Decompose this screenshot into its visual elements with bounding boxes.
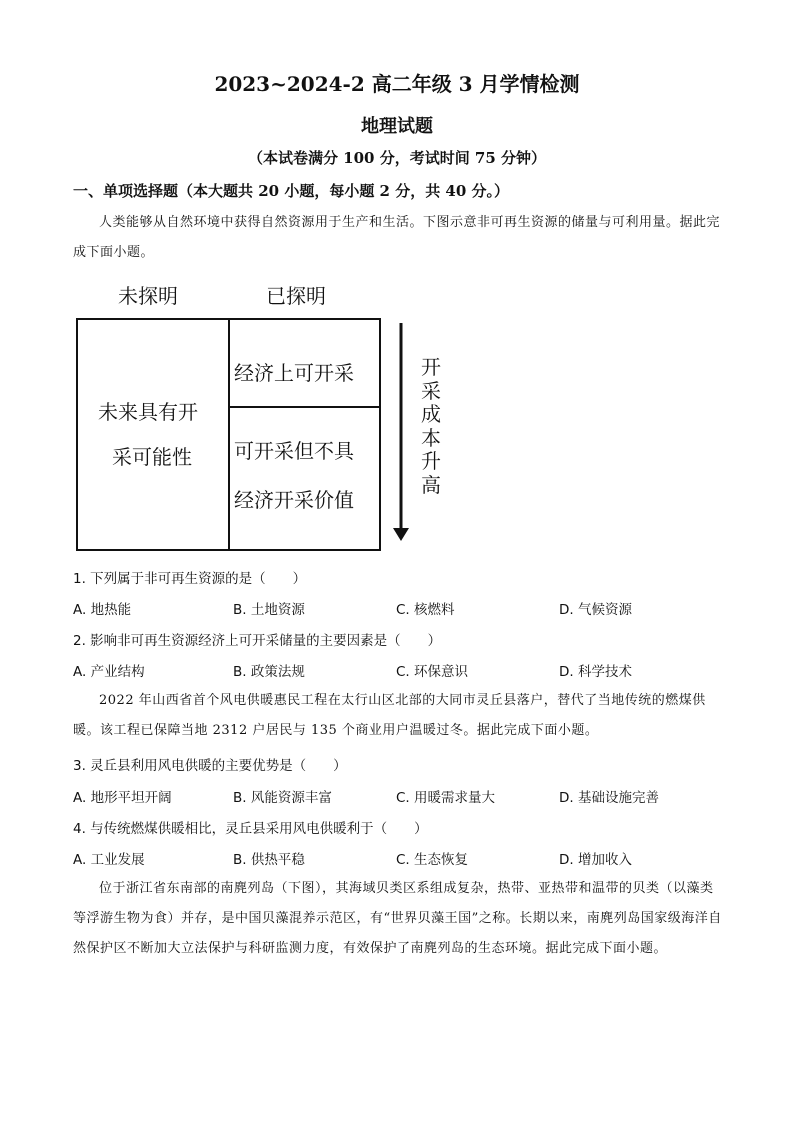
left-cell-line2: 采可能性 bbox=[112, 445, 192, 469]
q2-option-d[interactable]: D. 科学技术 bbox=[559, 664, 632, 680]
passage-2: 2022 年山西省首个风电供暖惠民工程在太行山区北部的大同市灵丘县落户，替代了当地传统的燃煤供暖。该工程已保障当地 2312 户居民与 135 个商业用户温暖过冬。据此完成下面小题。 bbox=[73, 693, 706, 738]
question-3: 3. 灵丘县利用风电供暖的主要优势是（ ） bbox=[73, 758, 347, 774]
exam-note: （本试卷满分 100 分，考试时间 75 分钟） bbox=[247, 149, 547, 167]
q1-option-a[interactable]: A. 地热能 bbox=[73, 602, 132, 618]
q2-option-c[interactable]: C. 环保意识 bbox=[396, 664, 469, 680]
right-top-cell: 经济上可开采 bbox=[234, 361, 354, 385]
resource-figure bbox=[74, 276, 454, 561]
q3-option-b[interactable]: B. 风能资源丰富 bbox=[233, 790, 332, 806]
right-bottom-line1: 可开采但不具 bbox=[234, 439, 354, 463]
left-cell-line1: 未来具有开 bbox=[98, 400, 198, 424]
subject-title: 地理试题 bbox=[361, 116, 433, 137]
arrow-label-char: 本 bbox=[421, 425, 441, 450]
q3-option-a[interactable]: A. 地形平坦开阔 bbox=[73, 790, 172, 806]
q2-option-a[interactable]: A. 产业结构 bbox=[73, 664, 145, 680]
passage-3: 位于浙江省东南部的南麂列岛（下图），其海域贝类区系组成复杂，热带、亚热带和温带的贝类（以藻类等浮游生物为食）并存，是中国贝藻混养示范区，有“世界贝藻王国”之称。长期以来，南麂列岛国家级海洋自然保护区不断加大立法保护与科研监测力度，有效保护了南麂列岛的生态环境。据此完成下面小题。 bbox=[73, 881, 722, 956]
section-heading: 一、单项选择题（本大题共 20 小题，每小题 2 分，共 40 分。） bbox=[73, 182, 510, 200]
q2-option-b[interactable]: B. 政策法规 bbox=[233, 664, 305, 680]
q4-option-c[interactable]: C. 生态恢复 bbox=[396, 852, 469, 868]
arrow-label bbox=[421, 356, 441, 497]
arrow-head-icon bbox=[393, 528, 409, 541]
arrow-label-char: 高 bbox=[421, 472, 441, 497]
exam-title: 2023~2024-2 高二年级 3 月学情检测 bbox=[214, 72, 580, 96]
arrow-label-char: 升 bbox=[421, 449, 441, 473]
q1-option-c[interactable]: C. 核燃料 bbox=[396, 602, 455, 618]
arrow-label-char: 采 bbox=[421, 378, 441, 403]
arrow-label-char: 成 bbox=[421, 402, 441, 426]
q1-option-b[interactable]: B. 土地资源 bbox=[233, 602, 305, 618]
q1-option-d[interactable]: D. 气候资源 bbox=[559, 602, 632, 618]
right-bottom-line2: 经济开采价值 bbox=[234, 488, 354, 512]
q4-option-a[interactable]: A. 工业发展 bbox=[73, 852, 145, 868]
q3-option-d[interactable]: D. 基础设施完善 bbox=[559, 790, 659, 806]
question-1: 1. 下列属于非可再生资源的是（ ） bbox=[73, 571, 307, 587]
q3-option-c[interactable]: C. 用暖需求量大 bbox=[396, 790, 496, 806]
arrow-label-char: 开 bbox=[421, 355, 441, 379]
q4-option-b[interactable]: B. 供热平稳 bbox=[233, 852, 305, 868]
label-unexplored: 未探明 bbox=[118, 284, 178, 308]
q4-option-d[interactable]: D. 增加收入 bbox=[559, 852, 632, 868]
passage-1: 人类能够从自然环境中获得自然资源用于生产和生活。下图示意非可再生资源的储量与可利用量。据此完成下面小题。 bbox=[73, 215, 721, 260]
label-explored: 已探明 bbox=[266, 284, 326, 308]
question-2: 2. 影响非可再生资源经济上可开采储量的主要因素是（ ） bbox=[73, 633, 442, 649]
question-4: 4. 与传统燃煤供暖相比，灵丘县采用风电供暖利于（ ） bbox=[73, 821, 428, 837]
